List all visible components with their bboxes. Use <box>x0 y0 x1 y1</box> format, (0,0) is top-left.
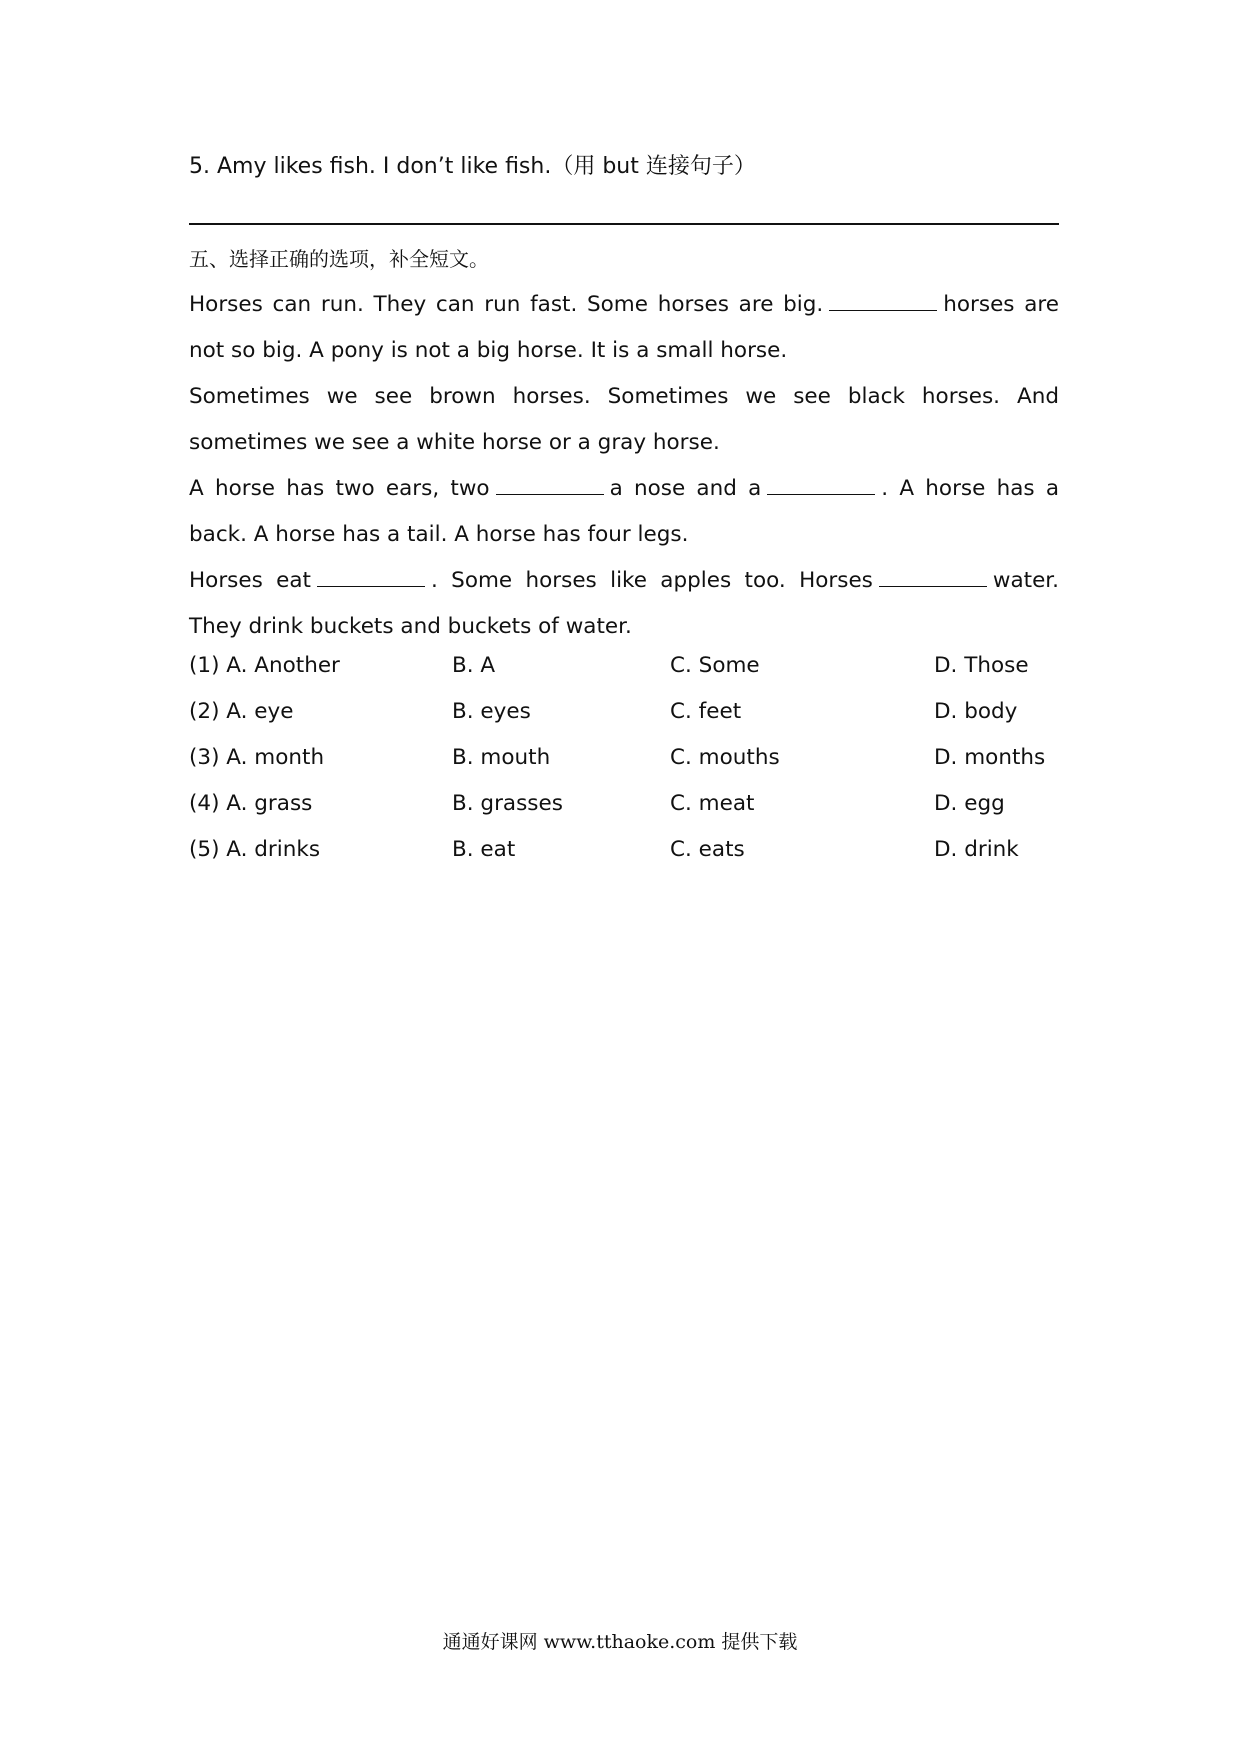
option-4c[interactable]: C. meat <box>670 791 755 816</box>
option-row <box>189 694 1069 740</box>
blank-2[interactable] <box>496 493 604 495</box>
question-5: 5. Amy likes fish. I don’t like fish.（用 but 连接句子） <box>189 154 756 179</box>
option-4a[interactable]: (4) A. grass <box>189 791 313 816</box>
option-5d[interactable]: D. drink <box>934 837 1019 862</box>
option-2b[interactable]: B. eyes <box>452 699 531 724</box>
paragraph-2: Sometimes we see brown horses. Sometimes we see black horses. And sometimes we see a white horse or a gray horse. <box>189 384 1059 455</box>
blank-3[interactable] <box>767 493 875 495</box>
option-5c[interactable]: C. eats <box>670 837 745 862</box>
option-1d[interactable]: D. Those <box>934 653 1029 678</box>
option-4d[interactable]: D. egg <box>934 791 1005 816</box>
option-3b[interactable]: B. mouth <box>452 745 551 770</box>
answer-line <box>189 223 1059 225</box>
option-3c[interactable]: C. mouths <box>670 745 780 770</box>
option-1a[interactable]: (1) A. Another <box>189 653 340 678</box>
option-row <box>189 832 1069 878</box>
option-2c[interactable]: C. feet <box>670 699 742 724</box>
option-4b[interactable]: B. grasses <box>452 791 563 816</box>
option-2d[interactable]: D. body <box>934 699 1018 724</box>
option-row <box>189 740 1069 786</box>
section-title: 五、选择正确的选项，补全短文。 <box>189 247 489 271</box>
blank-5[interactable] <box>879 585 987 587</box>
option-5b[interactable]: B. eat <box>452 837 516 862</box>
paragraph-4: Horses eat . Some horses like apples too. Horses water. They drink buckets and buckets of water. <box>189 568 1059 639</box>
paragraph-3: A horse has two ears, two a nose and a . A horse has a back. A horse has a tail. A horse has four legs. <box>189 476 1059 547</box>
option-3a[interactable]: (3) A. month <box>189 745 325 770</box>
footer-source: 通通好课网 www.tthaoke.com 提供下载 <box>442 1631 798 1653</box>
reading-passage <box>189 282 1059 650</box>
blank-4[interactable] <box>317 585 425 587</box>
option-1b[interactable]: B. A <box>452 653 496 678</box>
option-row <box>189 648 1069 694</box>
option-2a[interactable]: (2) A. eye <box>189 699 294 724</box>
option-1c[interactable]: C. Some <box>670 653 760 678</box>
option-3d[interactable]: D. months <box>934 745 1046 770</box>
option-5a[interactable]: (5) A. drinks <box>189 837 321 862</box>
option-row <box>189 786 1069 832</box>
paragraph-1: Horses can run. They can run fast. Some horses are big. horses are not so big. A pony is not a big horse. It is a small horse. <box>189 292 1059 363</box>
blank-1[interactable] <box>829 309 937 311</box>
options-list <box>189 648 1069 878</box>
